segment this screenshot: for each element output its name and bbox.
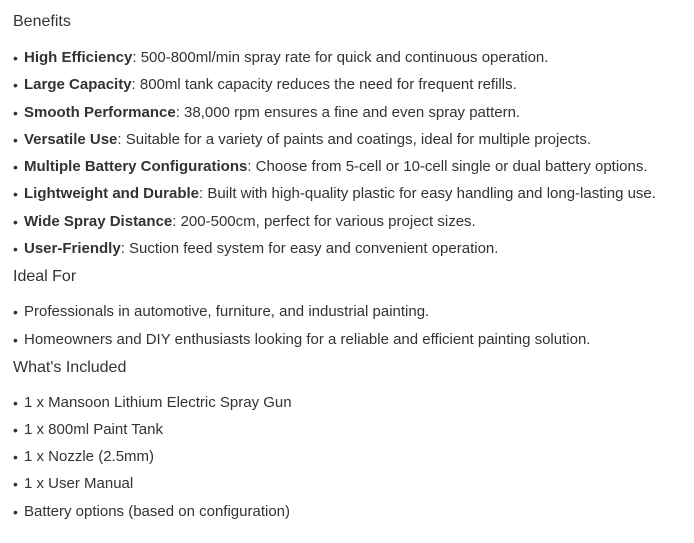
- list-item: [13, 331, 694, 349]
- bullet-icon: •: [13, 241, 18, 258]
- list-item: [13, 421, 694, 439]
- bullet-icon: •: [13, 394, 18, 411]
- bullet-icon: •: [13, 503, 18, 520]
- item-label: Versatile Use: [24, 130, 118, 148]
- bullet-icon: •: [13, 159, 18, 176]
- list-item: [13, 213, 694, 231]
- item-text: 1 x User Manual: [24, 475, 134, 493]
- bullet-icon: •: [13, 331, 18, 348]
- bullet-icon: •: [13, 421, 18, 438]
- ideal-for-section: [13, 267, 694, 348]
- whats-included-heading: What's Included: [13, 358, 127, 376]
- item-text: : 500-800ml/min spray rate for quick and continuous operation.: [132, 49, 549, 66]
- item-text: : Suction feed system for easy and convenient operation.: [120, 240, 499, 258]
- bullet-icon: •: [13, 131, 18, 148]
- whats-included-section: [13, 358, 694, 521]
- item-text: 1 x Mansoon Lithium Electric Spray Gun: [24, 393, 292, 411]
- item-text: : 200-500cm, perfect for various project sizes.: [172, 212, 476, 230]
- bullet-icon: •: [13, 476, 18, 493]
- item-text: : Built with high-quality plastic for easy handling and long-lasting use.: [199, 185, 656, 203]
- item-label: User-Friendly: [24, 240, 121, 258]
- item-label: Multiple Battery Configurations: [24, 158, 248, 176]
- list-item: [13, 49, 694, 67]
- bullet-icon: •: [13, 213, 18, 230]
- ideal-for-list: [13, 303, 694, 348]
- item-text: : 38,000 rpm ensures a fine and even spray pattern.: [175, 103, 521, 121]
- list-item: [13, 448, 694, 466]
- item-label: Lightweight and Durable: [24, 185, 199, 203]
- ideal-for-heading: Ideal For: [13, 268, 77, 286]
- list-item: [13, 240, 694, 258]
- list-item: [13, 394, 694, 412]
- item-label: Large Capacity: [24, 76, 132, 94]
- whats-included-list: [13, 394, 694, 521]
- benefits-heading: Benefits: [13, 13, 71, 30]
- item-text: : Suitable for a variety of paints and coatings, ideal for multiple projects.: [117, 130, 591, 148]
- item-text: : Choose from 5-cell or 10-cell single or dual battery options.: [247, 158, 648, 176]
- bullet-icon: •: [13, 50, 18, 66]
- item-text: Professionals in automotive, furniture, and industrial painting.: [24, 303, 430, 321]
- benefits-section: [13, 12, 694, 258]
- list-item: [13, 131, 694, 149]
- item-text: 1 x 800ml Paint Tank: [24, 420, 163, 438]
- bullet-icon: •: [13, 104, 18, 121]
- list-item: [13, 475, 694, 493]
- item-label: High Efficiency: [24, 49, 133, 66]
- bullet-icon: •: [13, 186, 18, 203]
- item-text: Homeowners and DIY enthusiasts looking for a reliable and efficient painting solution.: [24, 330, 591, 348]
- bullet-icon: •: [13, 77, 18, 94]
- item-label: Wide Spray Distance: [24, 212, 173, 230]
- item-text: Battery options (based on configuration): [24, 502, 290, 520]
- item-label: Smooth Performance: [24, 103, 176, 121]
- item-text: : 800ml tank capacity reduces the need for frequent refills.: [131, 76, 517, 94]
- list-item: [13, 104, 694, 122]
- list-item: [13, 158, 694, 176]
- benefits-list: [13, 49, 694, 258]
- list-item: [13, 503, 694, 521]
- bullet-icon: •: [13, 304, 18, 321]
- list-item: [13, 185, 694, 203]
- item-text: 1 x Nozzle (2.5mm): [24, 448, 155, 466]
- bullet-icon: •: [13, 449, 18, 466]
- list-item: [13, 303, 694, 321]
- list-item: [13, 76, 694, 94]
